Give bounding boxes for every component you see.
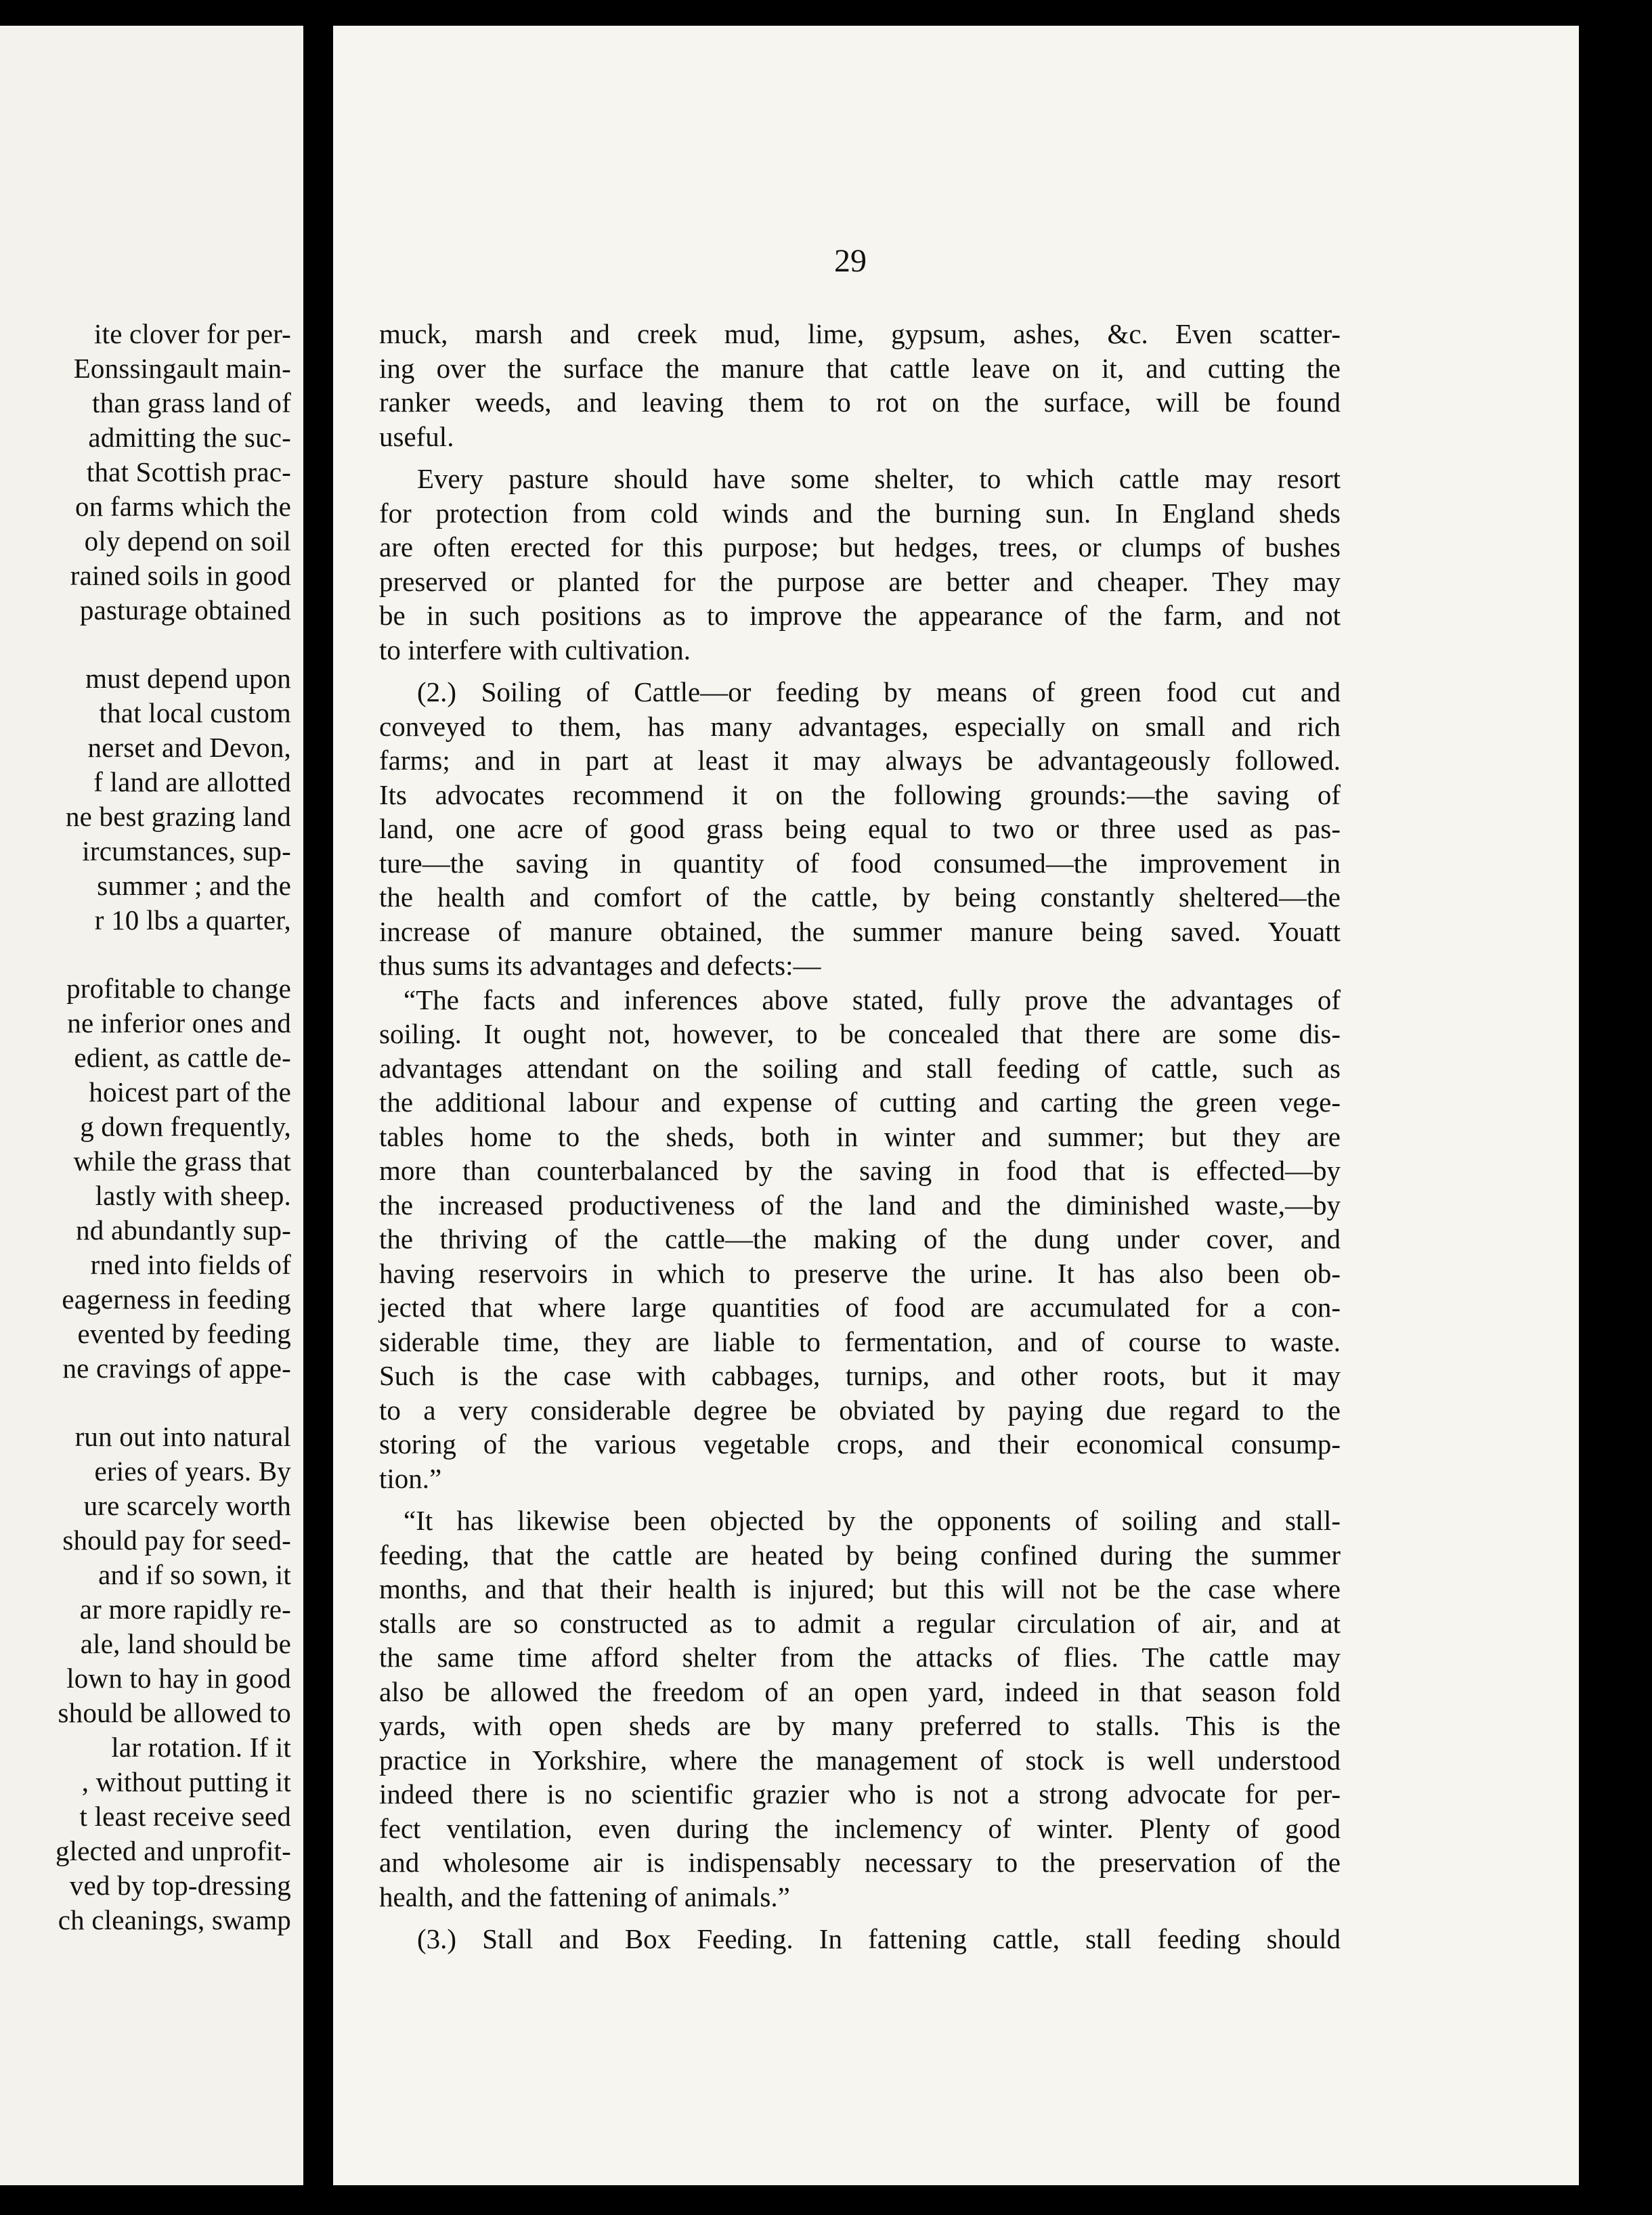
left-text-line: nd abundantly sup- <box>76 1214 291 1246</box>
text-line: conveyed to them, has many advantages, especially on small and rich <box>379 710 1341 742</box>
text-line: ing over the surface the manure that cattle leave on it, and cutting the <box>379 352 1341 384</box>
left-text-line: rned into fields of <box>90 1249 291 1280</box>
text-line: tables home to the sheds, both in winter and summer; but they are <box>379 1120 1341 1152</box>
left-text-line: must depend upon <box>85 663 291 694</box>
text-line: and wholesome air is indispensably necessary to the preservation of the <box>379 1847 1341 1878</box>
text-line: (3.) Stall and Box Feeding. In fattening cattle, stall feeding should <box>417 1923 1341 1954</box>
left-text-line: pasturage obtained <box>79 594 291 626</box>
left-text-line: hoicest part of the <box>89 1076 291 1108</box>
right-page <box>333 26 1579 2185</box>
text-line: soiling. It ought not, however, to be concealed that there are some dis- <box>379 1018 1341 1049</box>
left-text-line: r 10 lbs a quarter, <box>94 904 291 936</box>
text-line: useful. <box>379 420 454 452</box>
text-line: Its advocates recommend it on the following grounds:—the saving of <box>379 778 1341 810</box>
left-text-line: admitting the suc- <box>88 422 291 453</box>
left-text-line: ne cravings of appe- <box>62 1353 291 1384</box>
left-text-line: ne inferior ones and <box>67 1007 291 1038</box>
left-text-line: while the grass that <box>73 1145 291 1177</box>
left-text-line: edient, as cattle de- <box>74 1042 291 1073</box>
text-line: advantages attendant on the soiling and stall feeding of cattle, such as <box>379 1052 1341 1084</box>
left-text-line: glected and unprofit- <box>55 1835 291 1866</box>
text-line: to interfere with cultivation. <box>379 634 691 665</box>
text-line: farms; and in part at least it may always be advantageously followed. <box>379 745 1341 776</box>
text-line: the health and comfort of the cattle, by being constantly sheltered—the <box>379 881 1341 913</box>
left-text-line: rained soils in good <box>70 560 291 591</box>
left-text-line: lar rotation. If it <box>111 1732 291 1763</box>
text-line: ranker weeds, and leaving them to rot on the surface, will be found <box>379 387 1341 418</box>
left-text-line: ch cleanings, swamp <box>58 1904 291 1935</box>
text-line: fect ventilation, even during the inclemency of winter. Plenty of good <box>379 1812 1341 1844</box>
text-line: feeding, that the cattle are heated by being confined during the summer <box>379 1539 1341 1571</box>
left-text-line: ne best grazing land <box>65 801 291 832</box>
text-line: jected that where large quantities of food are accumulated for a con- <box>379 1292 1341 1323</box>
left-text-line: summer ; and the <box>97 870 291 901</box>
text-line: months, and that their health is injured; but this will not be the case where <box>379 1573 1341 1604</box>
text-line: thus sums its advantages and defects:— <box>379 950 821 981</box>
text-line: indeed there is no scientific grazier who is not a strong advocate for per- <box>379 1778 1341 1810</box>
page-number: 29 <box>834 243 867 279</box>
text-line: Such is the case with cabbages, turnips, and other roots, but it may <box>379 1360 1341 1391</box>
left-text-line: ure scarcely worth <box>83 1490 291 1521</box>
page-gutter <box>303 0 333 2215</box>
text-line: siderable time, they are liable to fermentation, and of course to waste. <box>379 1325 1341 1357</box>
text-line: land, one acre of good grass being equal to two or three used as pas- <box>379 813 1341 844</box>
left-text-line: lown to hay in good <box>66 1663 291 1694</box>
text-line: having reservoirs in which to preserve the urine. It has also been ob- <box>379 1257 1341 1289</box>
left-text-line: that Scottish prac- <box>86 456 291 487</box>
text-line: muck, marsh and creek mud, lime, gypsum, ashes, &c. Even scatter- <box>379 318 1341 349</box>
paragraph-gap <box>0 938 291 971</box>
left-text-line: ircumstances, sup- <box>82 835 291 867</box>
text-line: be in such positions as to improve the appearance of the farm, and not <box>379 600 1341 631</box>
left-page-text <box>0 317 291 1937</box>
left-page-fragment <box>0 26 303 2185</box>
left-text-line: eries of years. By <box>94 1455 291 1487</box>
left-text-line: t least receive seed <box>79 1801 291 1832</box>
left-text-line: that local custom <box>99 697 291 728</box>
text-line: health, and the fattening of animals.” <box>379 1881 790 1912</box>
left-text-line: ite clover for per- <box>94 318 291 349</box>
left-text-line: g down frequently, <box>80 1111 291 1142</box>
left-text-line: profitable to change <box>66 973 291 1004</box>
paragraph-gap <box>379 454 1341 462</box>
text-line: increase of manure obtained, the summer manure being saved. Youatt <box>379 915 1341 947</box>
paragraph-gap <box>0 628 291 661</box>
text-line: (2.) Soiling of Cattle—or feeding by means of green food cut and <box>417 676 1341 707</box>
paragraph-gap <box>0 1386 291 1420</box>
text-line: Every pasture should have some shelter, to which cattle may resort <box>417 463 1341 494</box>
text-line: storing of the various vegetable crops, and their economical consump- <box>379 1428 1341 1460</box>
left-text-line: Eonssingault main- <box>73 353 291 384</box>
paragraph-gap <box>379 1495 1341 1504</box>
paragraph-gap <box>379 1914 1341 1922</box>
text-line: also be allowed the freedom of an open yard, indeed in that season fold <box>379 1675 1341 1707</box>
left-text-line: ale, land should be <box>80 1628 291 1659</box>
left-text-line: and if so sown, it <box>98 1559 291 1590</box>
text-line: to a very considerable degree be obviated by paying due regard to the <box>379 1394 1341 1426</box>
text-line: ture—the saving in quantity of food consumed—the improvement in <box>379 847 1341 879</box>
left-text-line: lastly with sheep. <box>95 1180 291 1211</box>
left-text-line: run out into natural <box>74 1421 291 1452</box>
left-text-line: , without putting it <box>81 1766 291 1797</box>
text-line: the increased productiveness of the land and the diminished waste,—by <box>379 1189 1341 1221</box>
left-text-line: on farms which the <box>75 491 291 522</box>
text-line: “The facts and inferences above stated, fully prove the advantages of <box>404 984 1341 1015</box>
text-line: the additional labour and expense of cutting and carting the green vege- <box>379 1087 1341 1118</box>
left-text-line: eagerness in feeding <box>62 1284 291 1315</box>
text-line: more than counterbalanced by the saving in food that is effected—by <box>379 1155 1341 1186</box>
text-line: the thriving of the cattle—the making of the dung under cover, and <box>379 1223 1341 1254</box>
text-line: yards, with open sheds are by many preferred to stalls. This is the <box>379 1710 1341 1741</box>
text-line: practice in Yorkshire, where the management of stock is well understood <box>379 1744 1341 1776</box>
left-text-line: should be allowed to <box>58 1697 291 1728</box>
left-text-line: should pay for seed- <box>62 1525 291 1556</box>
text-line: for protection from cold winds and the burning sun. In England sheds <box>379 497 1341 529</box>
text-line: tion.” <box>379 1462 442 1494</box>
left-text-line: ar more rapidly re- <box>79 1594 291 1625</box>
left-text-line: than grass land of <box>92 387 291 418</box>
left-text-line: ved by top-dressing <box>69 1870 291 1901</box>
page-body-text <box>379 317 1341 1956</box>
text-line: stalls are so constructed as to admit a regular circulation of air, and at <box>379 1607 1341 1639</box>
text-line: the same time afford shelter from the attacks of flies. The cattle may <box>379 1642 1341 1673</box>
left-text-line: evented by feeding <box>77 1318 291 1349</box>
left-text-line: nerset and Devon, <box>87 732 291 763</box>
paragraph-gap <box>379 667 1341 675</box>
text-line: “It has likewise been objected by the opponents of soiling and stall- <box>404 1505 1341 1536</box>
left-text-line: oly depend on soil <box>84 525 291 556</box>
text-line: preserved or planted for the purpose are better and cheaper. They may <box>379 565 1341 597</box>
left-text-line: f land are allotted <box>93 766 291 797</box>
text-line: are often erected for this purpose; but hedges, trees, or clumps of bushes <box>379 531 1341 563</box>
